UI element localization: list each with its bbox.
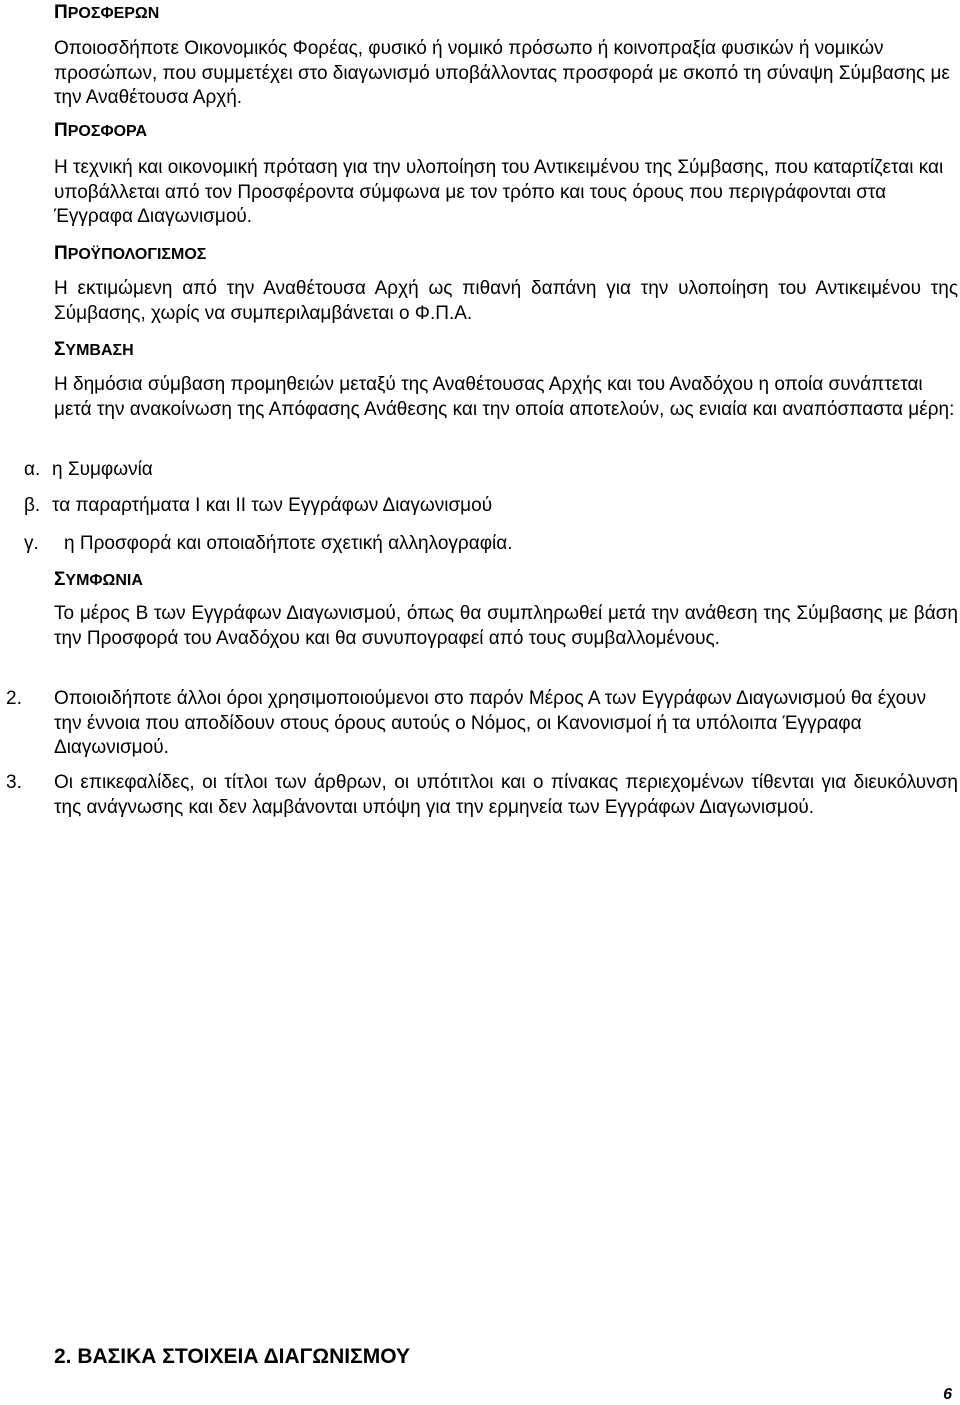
- list-item-text: η Προσφορά και οποιαδήποτε σχετική αλληλογραφία.: [64, 533, 513, 554]
- list-item: [24, 494, 924, 519]
- page-number: 6: [943, 1386, 952, 1403]
- definition-text-symfonia: Το μέρος Β των Εγγράφων Διαγωνισμού, όπως θα συμπληρωθεί μετά την ανάθεση της Σύμβασης με βάση την Προσφορά του Αναδόχου και θα συνυπογραφεί από τους συμβαλλομένους.: [54, 603, 958, 649]
- term-heading-prosferon: ΠΡΟΣΦΕΡΩΝ: [54, 2, 160, 23]
- section-title: 2. ΒΑΣΙΚΑ ΣΤΟΙΧΕΙΑ ΔΙΑΓΩΝΙΣΜΟΥ: [54, 1345, 410, 1368]
- term-heading-prosfora: ΠΡΟΣΦΟΡΑ: [54, 120, 148, 141]
- paragraph-number: 2.: [6, 688, 22, 709]
- term-heading-proypologismos: ΠΡΟΫΠΟΛΟΓΙΣΜΟΣ: [54, 243, 207, 264]
- list-marker: γ.: [24, 533, 39, 554]
- list-item: [24, 458, 924, 483]
- list-marker: α.: [24, 459, 41, 480]
- definition-text-proypologismos: Η εκτιμώμενη από την Αναθέτουσα Αρχή ως πιθανή δαπάνη για την υλοποίηση του Αντικειμένου της Σύμβασης, χωρίς να συμπεριλαμβάνεται ο Φ.Π.Α.: [54, 278, 958, 324]
- definition-text-symvasi: Η δημόσια σύμβαση προμηθειών μεταξύ της Αναθέτουσας Αρχής και του Αναδόχου η οποία συνάπτεται μετά την ανακοίνωση της Απόφασης Ανάθεσης και την οποία αποτελούν, ως ενιαία και αναπόσπαστα μέρη:: [54, 374, 955, 420]
- list-item-text: τα παραρτήματα Ι και ΙΙ των Εγγράφων Διαγωνισμού: [52, 495, 493, 516]
- paragraph-text: Οποιοιδήποτε άλλοι όροι χρησιμοποιούμενοι στο παρόν Μέρος Α των Εγγράφων Διαγωνισμού θα έχουν την έννοια που αποδίδουν στους όρους αυτούς ο Νόμος, οι Κανονισμοί ή τα υπόλοιπα Έγγραφα Διαγωνισμού.: [54, 688, 927, 758]
- numbered-paragraph: [6, 687, 958, 761]
- list-item: [24, 532, 924, 557]
- definition-text-prosferon: Οποιοσδήποτε Οικονομικός Φορέας, φυσικό ή νομικό πρόσωπο ή κοινοπραξία φυσικών ή νομικών προσώπων, που συμμετέχει στο διαγωνισμό υποβάλλοντας προσφορά με σκοπό τη σύναψη Σύμβασης με την Αναθέτουσα Αρχή.: [54, 38, 950, 108]
- list-item-text: η Συμφωνία: [52, 459, 153, 480]
- definition-text-prosfora: Η τεχνική και οικονομική πρόταση για την υλοποίηση του Αντικειμένου της Σύμβασης, που καταρτίζεται και υποβάλλεται από τον Προσφέροντα σύμφωνα με τον τρόπο και τους όρους που περιγράφονται στα Έγγραφα Διαγωνισμού.: [54, 157, 944, 227]
- term-heading-symfonia: ΣΥΜΦΩΝΙΑ: [54, 569, 143, 590]
- paragraph-number: 3.: [6, 772, 22, 793]
- numbered-paragraph: [6, 771, 958, 820]
- paragraph-text: Οι επικεφαλίδες, οι τίτλοι των άρθρων, οι υπότιτλοι και ο πίνακας περιεχομένων τίθενται για διευκόλυνση της ανάγνωσης και δεν λαμβάνονται υπόψη για την ερμηνεία των Εγγράφων Διαγωνισμού.: [54, 772, 958, 818]
- term-heading-symvasi: ΣΥΜΒΑΣΗ: [54, 339, 134, 360]
- list-marker: β.: [24, 495, 41, 516]
